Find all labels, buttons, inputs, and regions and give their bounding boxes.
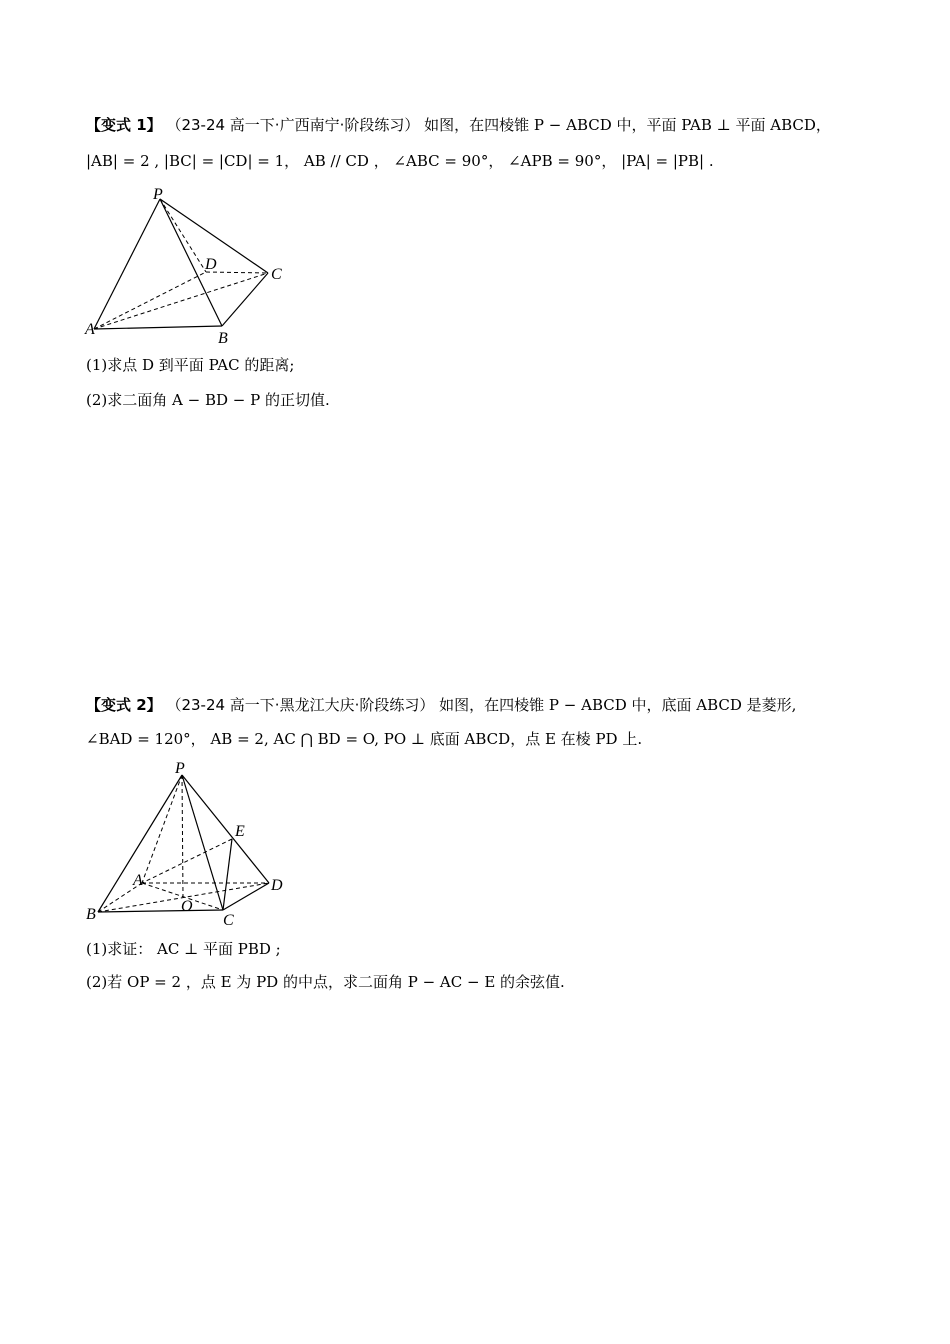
label-C: C: [223, 912, 234, 929]
problem1-header: [86, 115, 831, 135]
problem1-pyramid-figure: [80, 183, 300, 348]
label-D: D: [271, 877, 283, 894]
label-O: O: [181, 898, 193, 915]
label-C: C: [271, 266, 282, 283]
problem2-question2: (2)若 OP = 2 ，点 E 为 PD 的中点，求二面角 P − AC − E 的余弦值.: [86, 973, 565, 991]
problem1-source: （23-24 高一下·广西南宁·阶段练习）: [166, 116, 420, 134]
problem2-statement-line2: ∠BAD = 120°， AB = 2, AC ⋂ BD = O, PO ⊥ 底面 ABCD，点 E 在棱 PD 上.: [86, 730, 643, 748]
label-E: E: [235, 823, 245, 840]
label-B: B: [86, 906, 96, 923]
label-P: P: [153, 186, 163, 203]
problem2-pyramid-figure: [80, 755, 300, 930]
problem2-source: （23-24 高一下·黑龙江大庆·阶段练习）: [166, 696, 435, 714]
label-A: A: [85, 321, 95, 338]
problem1-statement-line1: 如图，在四棱锥 P − ABCD 中，平面 PAB ⊥ 平面 ABCD，: [424, 116, 831, 134]
problem2-statement-line1: 如图，在四棱锥 P − ABCD 中，底面 ABCD 是菱形,: [439, 696, 797, 714]
problem1-question1: (1)求点 D 到平面 PAC 的距离;: [86, 356, 295, 374]
problem1-tag: 【变式 1】: [86, 116, 162, 134]
label-B: B: [218, 330, 228, 347]
label-A: A: [133, 872, 143, 889]
problem2-header: [86, 695, 796, 715]
problem1-statement-line2: |AB| = 2 , |BC| = |CD| = 1， AB // CD ， ∠ABC = 90°， ∠APB = 90°， |PA| = |PB| .: [86, 152, 714, 170]
problem1-question2: (2)求二面角 A − BD − P 的正切值.: [86, 391, 330, 409]
label-D: D: [205, 256, 217, 273]
label-P: P: [175, 760, 185, 777]
problem2-tag: 【变式 2】: [86, 696, 162, 714]
problem2-question1: (1)求证： AC ⊥ 平面 PBD ;: [86, 940, 281, 958]
